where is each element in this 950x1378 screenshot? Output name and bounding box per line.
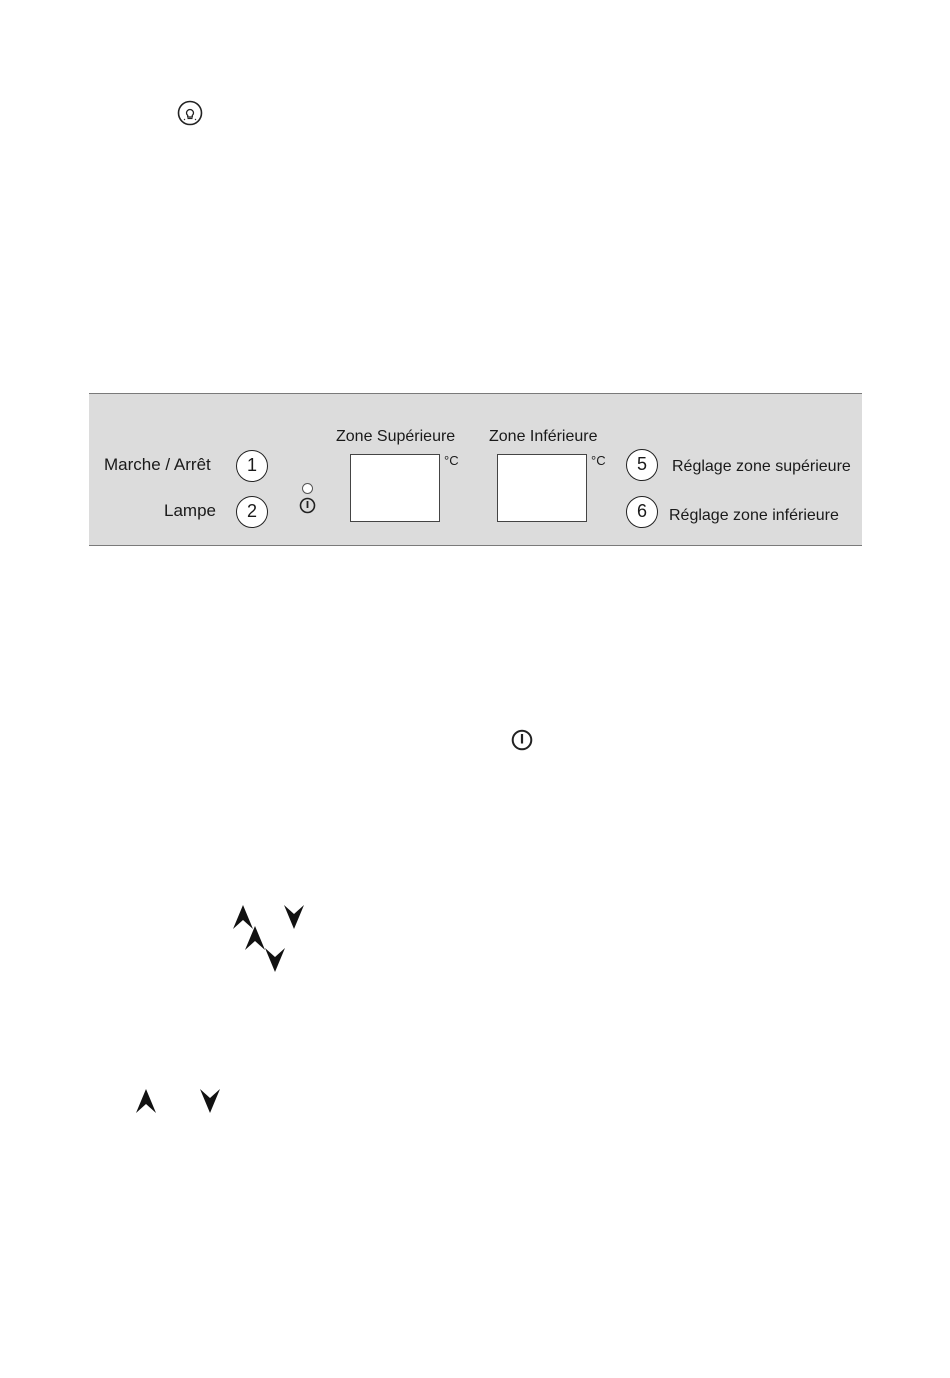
button-6-reglage-inferieure[interactable]: 6 <box>626 496 658 528</box>
label-marche-arret: Marche / Arrêt <box>104 455 211 474</box>
button-2-lampe[interactable]: 2 <box>236 496 268 528</box>
power-led <box>302 483 313 494</box>
label-reglage-zone-inferieure: Réglage zone inférieure <box>669 507 839 524</box>
label-lampe: Lampe <box>164 501 216 520</box>
unit-zone-superieure: °C <box>444 453 459 468</box>
lamp-icon <box>177 100 203 126</box>
zone-inferieure-title: Zone Inférieure <box>489 428 598 445</box>
unit-zone-inferieure: °C <box>591 453 606 468</box>
arrow-up-icon <box>245 926 265 950</box>
control-panel <box>89 393 862 546</box>
arrow-down-icon <box>284 905 304 929</box>
button-5-reglage-superieure[interactable]: 5 <box>626 449 658 481</box>
zone-superieure-title: Zone Supérieure <box>336 428 456 445</box>
display-zone-superieure <box>350 454 440 522</box>
arrow-down-icon <box>265 948 285 972</box>
label-reglage-zone-superieure: Réglage zone supérieure <box>672 458 851 475</box>
power-icon <box>511 729 533 751</box>
arrow-up-icon <box>136 1089 156 1113</box>
power-icon <box>299 497 316 514</box>
arrow-down-icon <box>200 1089 220 1113</box>
button-1-marche-arret[interactable]: 1 <box>236 450 268 482</box>
display-zone-inferieure <box>497 454 587 522</box>
